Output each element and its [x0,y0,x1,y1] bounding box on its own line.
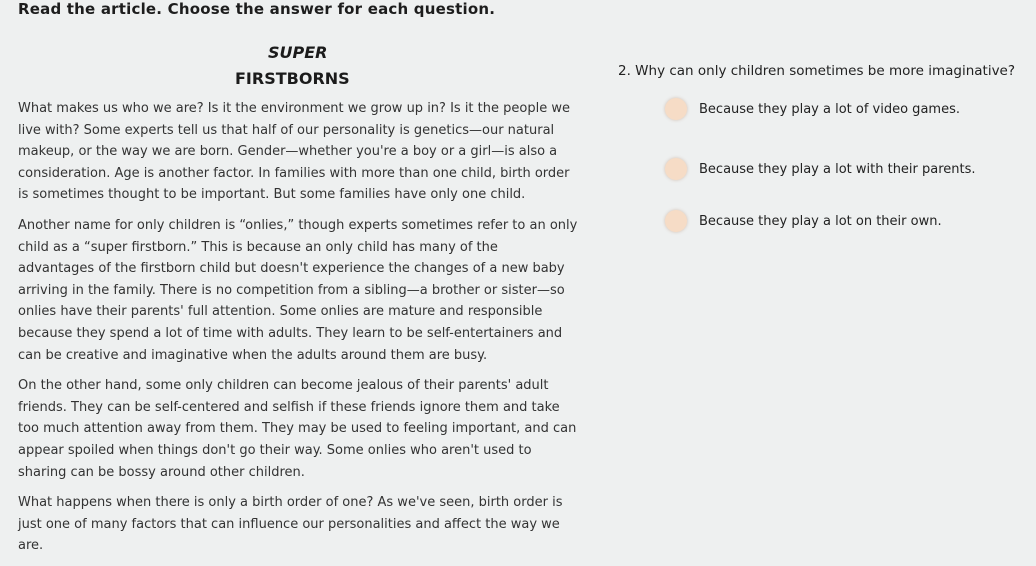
answer-option-1[interactable] [665,98,1025,120]
article-paragraph-4: What happens when there is only a birth order of one? As we've seen, birth order is just one of many factors that can influence our personalities and affect the way we are. [18,495,563,554]
answer-option-label: Because they play a lot of video games. [699,101,960,117]
article-title-line-1: SUPER [268,43,328,62]
article-paragraph-1: What makes us who we are? Is it the environment we grow up in? Is it the people we live with? Some experts tell us that half of our personality is genetics—our natural makeup, or the way we are born. Gender—whether you're a boy or a girl—is also a consideration. Age is another factor. In families with more than one child, birth order is sometimes thought to be important. But some families have only one child. [18,101,570,203]
instructions-heading: Read the article. Choose the answer for each question. [18,0,496,18]
article-paragraph-2: Another name for only children is “onlies,” though experts sometimes refer to an only child as a “super firstborn.” This is because an only child has many of the advantages of the firstborn child but doesn't experience the changes of a new baby arriving in the family. There is no competition from a sibling—a brother or sister—so onlies have their parents' full attention. Some onlies are mature and responsible because they spend a lot of time with adults. They learn to be self-entertainers and can be creative and imaginative when the adults around them are busy. [18,217,578,363]
answer-option-label: Because they play a lot with their parents. [699,161,976,177]
answer-option-2[interactable] [665,158,1025,180]
article-body [18,98,578,566]
answer-option-3[interactable] [665,210,1025,232]
article-title-line-2: FIRSTBORNS [235,69,350,88]
article-title [235,40,350,92]
article-paragraph-3: On the other hand, some only children can become jealous of their parents' adult friends. They can be self-centered and selfish if these friends ignore them and take too much attention away from them. They may be used to feeling important, and can appear spoiled when things don't go their way. Some onlies who aren't used to sharing can be bossy around other children. [18,378,577,480]
radio-button-icon[interactable] [665,98,687,120]
radio-button-icon[interactable] [665,210,687,232]
answer-option-label: Because they play a lot on their own. [699,213,942,229]
radio-button-icon[interactable] [665,158,687,180]
question-text: 2. Why can only children sometimes be more imaginative? [618,63,1016,79]
